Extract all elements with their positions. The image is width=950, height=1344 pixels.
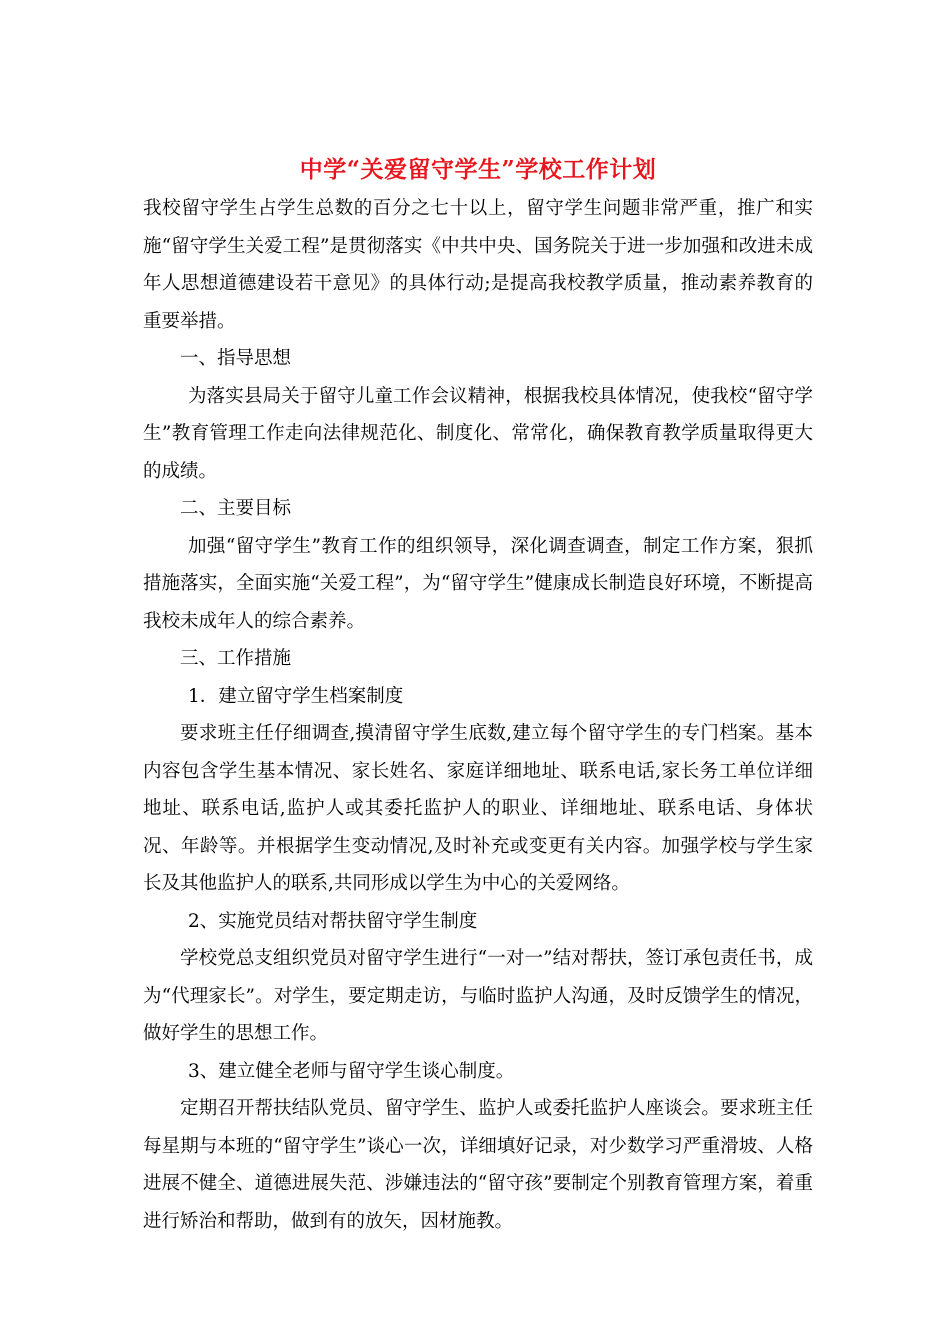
measure-heading-party-member-support: 2、实施党员结对帮扶留守学生制度 — [188, 910, 478, 932]
measure-body-teacher-talks: 定期召开帮扶结队党员、留守学生、监护人或委托监护人座谈会。要求班主任每星期与本班的“留守学生”谈心一次，详细填好记录，对少数学习严重滑坡、人格进展不健全、道德进展失范、涉嫌违法的“留守孩”要制定个别教育管理方案，着重进行矫治和帮助，做到有的放矢，因材施教。 — [143, 1098, 813, 1232]
measure-body-party-member-support: 学校党总支组织党员对留守学生进行“一对一”结对帮扶，签订承包责任书，成为“代理家长”。对学生，要定期走访，与临时监护人沟通，及时反馈学生的情况，做好学生的思想工作。 — [143, 948, 813, 1044]
measure-body-archive-system: 要求班主任仔细调查,摸清留守学生底数,建立每个留守学生的专门档案。基本内容包含学生基本情况、家长姓名、家庭详细地址、联系电话,家长务工单位详细地址、联系电话,监护人或其委托监护人的职业、详细地址、联系电话、身体状况、年龄等。并根据学生变动情况,及时补充或变更有关内容。加强学校与学生家长及其他监护人的联系,共同形成以学生为中心的关爱网络。 — [143, 723, 813, 894]
section-heading-guiding-ideology: 一、指导思想 — [180, 348, 292, 369]
section-heading-main-goals: 二、主要目标 — [180, 498, 292, 519]
section-body-guiding-ideology: 为落实县局关于留守儿童工作会议精神，根据我校具体情况，使我校“留守学生”教育管理工作走向法律规范化、制度化、常常化，确保教育教学质量取得更大的成绩。 — [143, 385, 813, 482]
intro-paragraph: 我校留守学生占学生总数的百分之七十以上，留守学生问题非常严重，推广和实施“留守学生关爱工程”是贯彻落实《中共中央、国务院关于进一步加强和改进未成年人思想道德建设若干意见》的具体行动;是提高我校教学质量，推动素养教育的重要举措。 — [143, 198, 813, 332]
section-heading-work-measures: 三、工作措施 — [180, 648, 292, 669]
measure-heading-teacher-talks: 3、建立健全老师与留守学生谈心制度。 — [188, 1060, 515, 1082]
document-title: 中学“关爱留守学生”学校工作计划 — [299, 156, 657, 183]
document-body — [143, 150, 813, 1240]
measure-heading-archive-system: 1．建立留守学生档案制度 — [188, 685, 404, 707]
section-body-main-goals: 加强“留守学生”教育工作的组织领导，深化调查调查，制定工作方案，狠抓措施落实，全面实施“关爱工程”，为“留守学生”健康成长制造良好环境，不断提高我校未成年人的综合素养。 — [143, 535, 813, 632]
